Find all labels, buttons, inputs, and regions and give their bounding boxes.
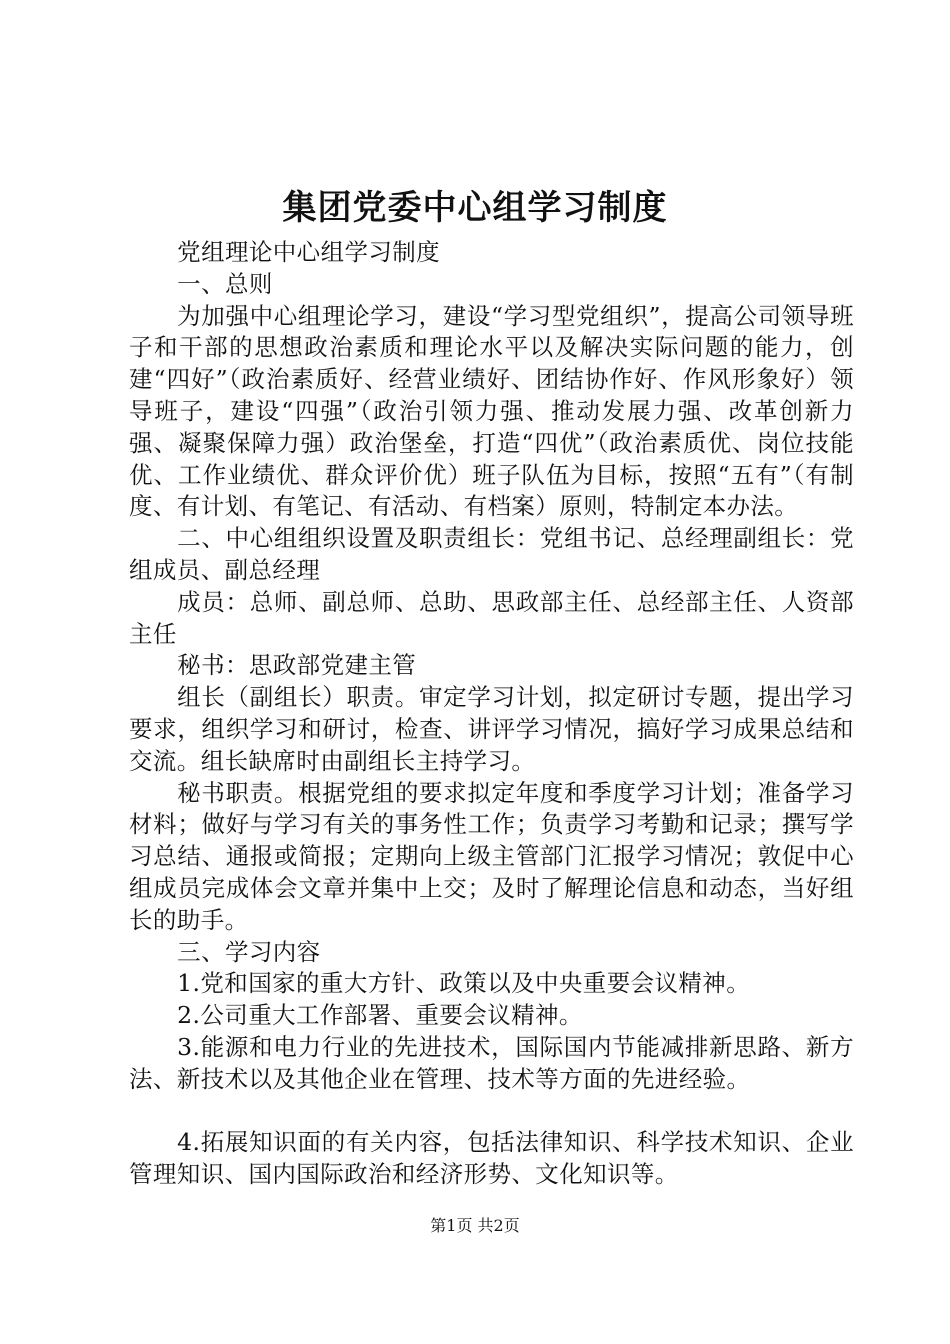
list-item-1: 1.党和国家的重大方针、政策以及中央重要会议精神。 (177, 969, 751, 998)
section-heading-organization: 二、中心组组织设置及职责组长：党组书记、总经理副组长：党组成员、副总经理 (129, 524, 854, 584)
paragraph-secretary: 秘书：思政部党建主管 (177, 651, 417, 680)
paragraph-members: 成员：总师、副总师、总助、思政部主任、总经部主任、人资部主任 (129, 587, 854, 648)
list-item-3: 3.能源和电力行业的先进技术，国际国内节能减排新思路、新方法、新技术以及其他企业在管理、技术等方面的先进经验。 (129, 1032, 854, 1093)
section-heading-general: 一、总则 (177, 269, 273, 298)
page-indicator: 第1页 共2页 (430, 1216, 520, 1235)
document-body (129, 237, 854, 1191)
paragraph-secretary-duties: 秘书职责。根据党组的要求拟定年度和季度学习计划；准备学习材料；做好与学习有关的事务性工作；负责学习考勤和记录；撰写学习总结、通报或简报；定期向上级主管部门汇报学习情况；敦促中心组成员完成体会文章并集中上交；及时了解理论信息和动态，当好组长的助手。 (129, 778, 854, 934)
paragraph-leader-duties: 组长（副组长）职责。审定学习计划，拟定研讨专题，提出学习要求，组织学习和研讨，检查、讲评学习情况，搞好学习成果总结和交流。组长缺席时由副组长主持学习。 (129, 683, 854, 775)
list-item-2: 2.公司重大工作部署、重要会议精神。 (177, 1001, 583, 1030)
document-title: 集团党委中心组学习制度 (282, 188, 668, 228)
subtitle-paragraph: 党组理论中心组学习制度 (177, 238, 441, 266)
list-item-4: 4.拓展知识面的有关内容，包括法律知识、科学技术知识、企业管理知识、国内国际政治和经济形势、文化知识等。 (129, 1128, 854, 1189)
paragraph-purpose: 为加强中心组理论学习，建设“学习型党组织”，提高公司领导班子和干部的思想政治素质和理论水平以及解决实际问题的能力，创建“四好”（政治素质好、经营业绩好、团结协作好、作风形象好）领导班子，建设“四强”（政治引领力强、推动发展力强、改革创新力强、凝聚保障力强）政治堡垒，打造“四优”（政治素质优、岗位技能优、工作业绩优、群众评价优）班子队伍为目标，按照“五有”（有制度、有计划、有笔记、有活动、有档案）原则，特制定本办法。 (129, 301, 854, 521)
section-heading-content: 三、学习内容 (177, 937, 321, 966)
